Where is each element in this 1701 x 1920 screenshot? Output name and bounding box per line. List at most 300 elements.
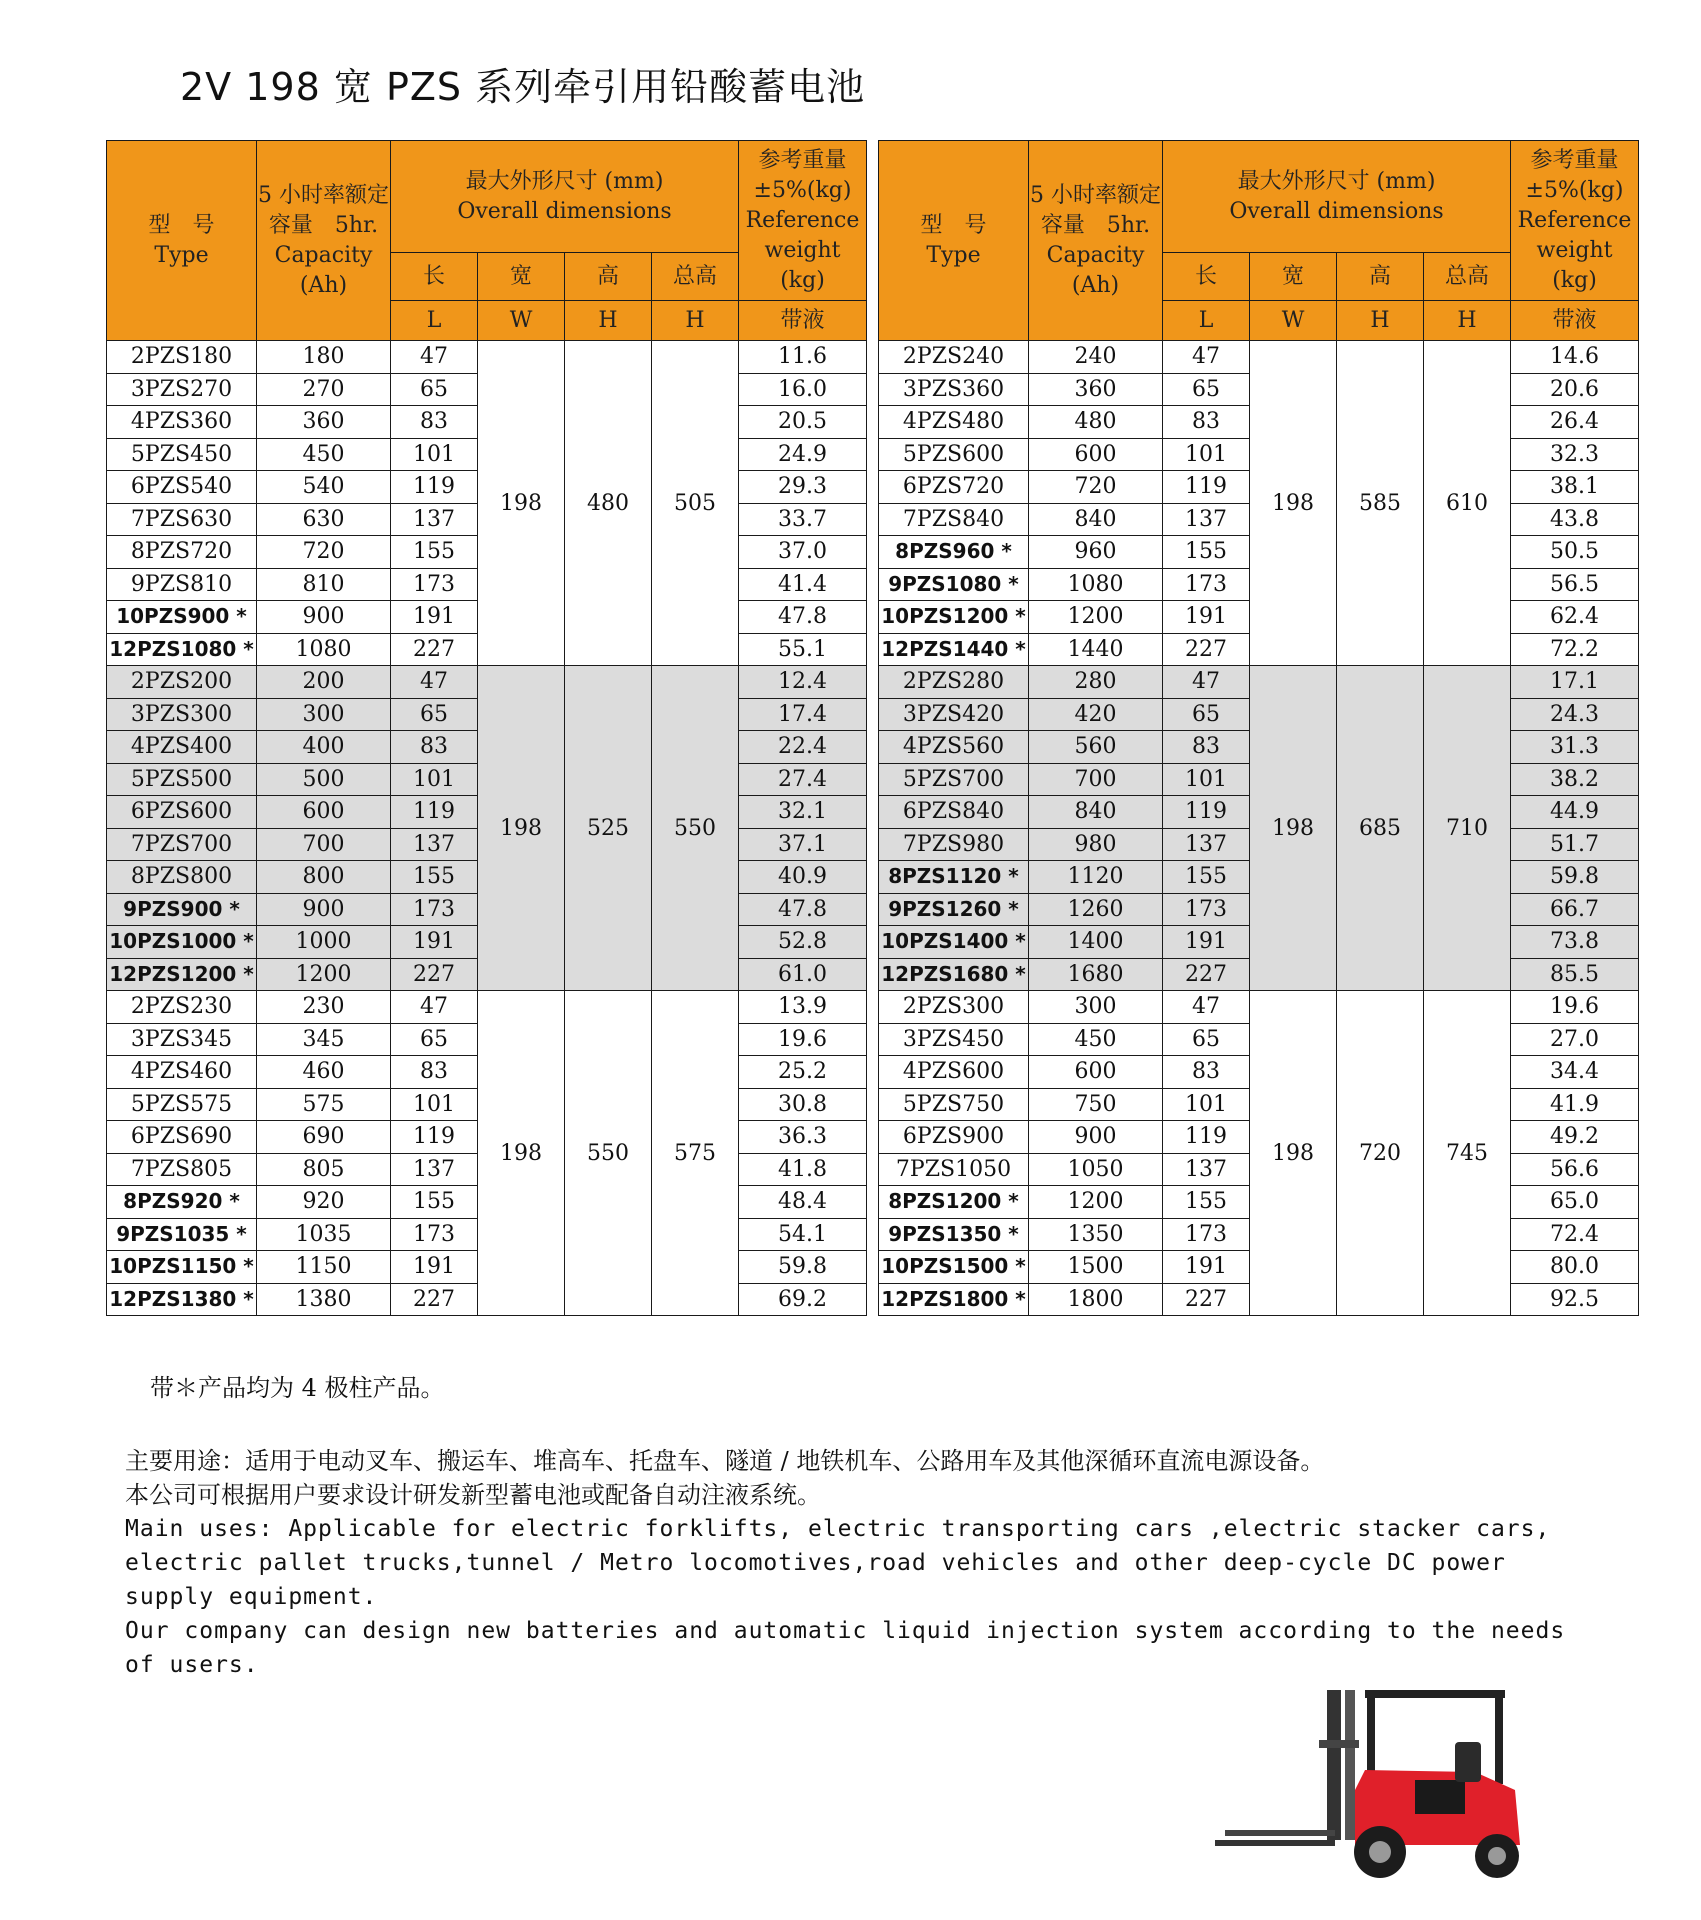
length-cell: 83 (1163, 1056, 1250, 1089)
weight-cell: 25.2 (739, 1056, 867, 1089)
width-cell: 198 (478, 666, 565, 991)
table-row (107, 991, 867, 1024)
model-cell: 10PZS1200 * (879, 601, 1029, 634)
capacity-cell: 1800 (1029, 1283, 1163, 1316)
length-cell: 227 (391, 958, 478, 991)
model-cell: 8PZS920 * (107, 1186, 257, 1219)
main-uses-section (125, 1444, 1575, 1682)
capacity-cell: 345 (257, 1023, 391, 1056)
length-cell: 191 (1163, 926, 1250, 959)
capacity-cell: 900 (1029, 1121, 1163, 1154)
length-cell: 137 (391, 503, 478, 536)
capacity-cell: 720 (257, 536, 391, 569)
weight-cell: 29.3 (739, 471, 867, 504)
weight-cell: 20.5 (739, 406, 867, 439)
width-cell: 198 (478, 991, 565, 1316)
filled-weight-header: 带液 (739, 301, 867, 341)
model-cell: 5PZS600 (879, 438, 1029, 471)
weight-cell: 41.4 (739, 568, 867, 601)
weight-cell: 31.3 (1511, 731, 1639, 764)
capacity-cell: 840 (1029, 503, 1163, 536)
length-cell: 83 (1163, 406, 1250, 439)
length-cell: 65 (1163, 1023, 1250, 1056)
weight-cell: 37.1 (739, 828, 867, 861)
length-cell: 227 (1163, 633, 1250, 666)
model-cell: 7PZS980 (879, 828, 1029, 861)
length-cell: 155 (1163, 1186, 1250, 1219)
model-cell: 9PZS810 (107, 568, 257, 601)
capacity-cell: 240 (1029, 341, 1163, 374)
weight-cell: 56.5 (1511, 568, 1639, 601)
length-cell: 83 (1163, 731, 1250, 764)
total-height-cell: 710 (1424, 666, 1511, 991)
type-header: 型 号 Type (107, 141, 257, 341)
capacity-cell: 900 (257, 601, 391, 634)
capacity-cell: 980 (1029, 828, 1163, 861)
length-cell: 137 (1163, 828, 1250, 861)
total-height-unit: H (652, 301, 739, 341)
weight-cell: 14.6 (1511, 341, 1639, 374)
model-cell: 6PZS900 (879, 1121, 1029, 1154)
model-cell: 10PZS1400 * (879, 926, 1029, 959)
total-height-cell: 505 (652, 341, 739, 666)
length-cell: 173 (1163, 1218, 1250, 1251)
model-cell: 2PZS240 (879, 341, 1029, 374)
uses-en-paragraph1: Main uses: Applicable for electric forklifts, electric transporting cars ,electric stacker cars, electric pallet trucks,tunnel / Metro locomotives,road vehicles and other deep-cycle DC power supply equipment. (125, 1516, 1551, 1610)
model-cell: 10PZS1500 * (879, 1251, 1029, 1284)
weight-cell: 66.7 (1511, 893, 1639, 926)
height-cell: 585 (1337, 341, 1424, 666)
battery-spec-table-right (878, 140, 1639, 1316)
width-header: 宽 (478, 253, 565, 301)
length-cell: 101 (1163, 1088, 1250, 1121)
length-cell: 47 (1163, 341, 1250, 374)
weight-cell: 27.0 (1511, 1023, 1639, 1056)
weight-cell: 26.4 (1511, 406, 1639, 439)
total-height-unit: H (1424, 301, 1511, 341)
capacity-cell: 1380 (257, 1283, 391, 1316)
length-cell: 119 (391, 1121, 478, 1154)
model-cell: 2PZS230 (107, 991, 257, 1024)
capacity-cell: 1000 (257, 926, 391, 959)
height-header: 高 (565, 253, 652, 301)
model-cell: 3PZS270 (107, 373, 257, 406)
length-cell: 47 (391, 341, 478, 374)
model-cell: 9PZS1350 * (879, 1218, 1029, 1251)
capacity-cell: 600 (1029, 1056, 1163, 1089)
model-cell: 9PZS1260 * (879, 893, 1029, 926)
weight-cell: 69.2 (739, 1283, 867, 1316)
forklift-image (1215, 1680, 1555, 1890)
length-cell: 227 (1163, 958, 1250, 991)
capacity-cell: 450 (1029, 1023, 1163, 1056)
weight-cell: 49.2 (1511, 1121, 1639, 1154)
length-cell: 101 (1163, 438, 1250, 471)
capacity-cell: 1440 (1029, 633, 1163, 666)
width-cell: 198 (478, 341, 565, 666)
uses-en-paragraph2: Our company can design new batteries and automatic liquid injection system according to the needs of users. (125, 1618, 1566, 1678)
uses-cn-line1: 主要用途：适用于电动叉车、搬运车、堆高车、托盘车、隧道 / 地铁机车、公路用车及其他深循环直流电源设备。 (125, 1447, 1325, 1475)
length-cell: 119 (391, 796, 478, 829)
model-cell: 6PZS840 (879, 796, 1029, 829)
model-cell: 6PZS690 (107, 1121, 257, 1154)
weight-cell: 24.3 (1511, 698, 1639, 731)
capacity-cell: 1350 (1029, 1218, 1163, 1251)
model-cell: 12PZS1440 * (879, 633, 1029, 666)
four-terminal-note: 带＊产品均为 4 极柱产品。 (150, 1374, 445, 1402)
table-row (879, 341, 1639, 374)
total-height-cell: 575 (652, 991, 739, 1316)
weight-cell: 47.8 (739, 893, 867, 926)
model-cell: 6PZS720 (879, 471, 1029, 504)
weight-cell: 17.4 (739, 698, 867, 731)
length-cell: 173 (391, 568, 478, 601)
model-cell: 10PZS1150 * (107, 1251, 257, 1284)
length-cell: 155 (391, 1186, 478, 1219)
weight-cell: 65.0 (1511, 1186, 1639, 1219)
length-cell: 155 (391, 861, 478, 894)
length-cell: 173 (391, 1218, 478, 1251)
height-cell: 685 (1337, 666, 1424, 991)
model-cell: 6PZS540 (107, 471, 257, 504)
model-cell: 8PZS800 (107, 861, 257, 894)
capacity-cell: 1080 (1029, 568, 1163, 601)
model-cell: 10PZS1000 * (107, 926, 257, 959)
table-row (107, 341, 867, 374)
capacity-cell: 300 (257, 698, 391, 731)
weight-cell: 11.6 (739, 341, 867, 374)
length-cell: 191 (391, 1251, 478, 1284)
weight-cell: 16.0 (739, 373, 867, 406)
weight-cell: 80.0 (1511, 1251, 1639, 1284)
weight-cell: 17.1 (1511, 666, 1639, 699)
weight-cell: 51.7 (1511, 828, 1639, 861)
capacity-cell: 460 (257, 1056, 391, 1089)
capacity-cell: 720 (1029, 471, 1163, 504)
model-cell: 12PZS1200 * (107, 958, 257, 991)
length-cell: 137 (391, 1153, 478, 1186)
height-unit: H (1337, 301, 1424, 341)
capacity-cell: 300 (1029, 991, 1163, 1024)
capacity-cell: 800 (257, 861, 391, 894)
width-cell: 198 (1250, 666, 1337, 991)
length-cell: 119 (1163, 796, 1250, 829)
capacity-cell: 920 (257, 1186, 391, 1219)
weight-cell: 41.8 (739, 1153, 867, 1186)
length-cell: 65 (391, 698, 478, 731)
total-height-header: 总高 (1424, 253, 1511, 301)
length-cell: 191 (391, 926, 478, 959)
model-cell: 4PZS560 (879, 731, 1029, 764)
model-cell: 9PZS1035 * (107, 1218, 257, 1251)
length-cell: 101 (391, 1088, 478, 1121)
length-cell: 173 (391, 893, 478, 926)
capacity-cell: 1035 (257, 1218, 391, 1251)
capacity-cell: 1680 (1029, 958, 1163, 991)
width-unit: W (1250, 301, 1337, 341)
capacity-cell: 450 (257, 438, 391, 471)
model-cell: 4PZS480 (879, 406, 1029, 439)
capacity-cell: 560 (1029, 731, 1163, 764)
height-header: 高 (1337, 253, 1424, 301)
weight-cell: 61.0 (739, 958, 867, 991)
capacity-cell: 1200 (257, 958, 391, 991)
length-unit: L (1163, 301, 1250, 341)
capacity-cell: 700 (1029, 763, 1163, 796)
weight-cell: 33.7 (739, 503, 867, 536)
capacity-cell: 1260 (1029, 893, 1163, 926)
model-cell: 4PZS400 (107, 731, 257, 764)
length-cell: 191 (1163, 601, 1250, 634)
capacity-cell: 1120 (1029, 861, 1163, 894)
length-cell: 137 (1163, 503, 1250, 536)
weight-cell: 13.9 (739, 991, 867, 1024)
weight-cell: 38.2 (1511, 763, 1639, 796)
capacity-cell: 630 (257, 503, 391, 536)
model-cell: 10PZS900 * (107, 601, 257, 634)
length-cell: 65 (1163, 698, 1250, 731)
weight-cell: 12.4 (739, 666, 867, 699)
model-cell: 12PZS1080 * (107, 633, 257, 666)
model-cell: 7PZS840 (879, 503, 1029, 536)
model-cell: 3PZS360 (879, 373, 1029, 406)
height-unit: H (565, 301, 652, 341)
capacity-cell: 690 (257, 1121, 391, 1154)
model-cell: 5PZS450 (107, 438, 257, 471)
model-cell: 4PZS360 (107, 406, 257, 439)
total-height-header: 总高 (652, 253, 739, 301)
capacity-cell: 270 (257, 373, 391, 406)
dimensions-header: 最大外形尺寸 (mm) Overall dimensions (1163, 141, 1511, 253)
weight-cell: 22.4 (739, 731, 867, 764)
capacity-cell: 1200 (1029, 601, 1163, 634)
model-cell: 2PZS200 (107, 666, 257, 699)
length-cell: 47 (391, 991, 478, 1024)
table-row (879, 991, 1639, 1024)
length-cell: 155 (1163, 861, 1250, 894)
length-cell: 101 (391, 438, 478, 471)
capacity-cell: 805 (257, 1153, 391, 1186)
capacity-cell: 810 (257, 568, 391, 601)
length-cell: 191 (1163, 1251, 1250, 1284)
length-cell: 227 (391, 1283, 478, 1316)
model-cell: 7PZS1050 (879, 1153, 1029, 1186)
model-cell: 9PZS900 * (107, 893, 257, 926)
weight-cell: 40.9 (739, 861, 867, 894)
weight-cell: 73.8 (1511, 926, 1639, 959)
weight-cell: 43.8 (1511, 503, 1639, 536)
width-cell: 198 (1250, 341, 1337, 666)
length-cell: 227 (1163, 1283, 1250, 1316)
length-cell: 119 (391, 471, 478, 504)
weight-cell: 20.6 (1511, 373, 1639, 406)
length-cell: 227 (391, 633, 478, 666)
length-header: 长 (1163, 253, 1250, 301)
table-row (879, 666, 1639, 699)
capacity-cell: 180 (257, 341, 391, 374)
width-header: 宽 (1250, 253, 1337, 301)
model-cell: 7PZS630 (107, 503, 257, 536)
weight-cell: 24.9 (739, 438, 867, 471)
capacity-cell: 420 (1029, 698, 1163, 731)
capacity-cell: 1150 (257, 1251, 391, 1284)
capacity-cell: 1050 (1029, 1153, 1163, 1186)
battery-spec-table-left (106, 140, 867, 1316)
length-header: 长 (391, 253, 478, 301)
total-height-cell: 610 (1424, 341, 1511, 666)
capacity-cell: 400 (257, 731, 391, 764)
model-cell: 3PZS450 (879, 1023, 1029, 1056)
capacity-cell: 600 (1029, 438, 1163, 471)
total-height-cell: 550 (652, 666, 739, 991)
length-cell: 119 (1163, 471, 1250, 504)
model-cell: 3PZS420 (879, 698, 1029, 731)
model-cell: 3PZS300 (107, 698, 257, 731)
weight-cell: 55.1 (739, 633, 867, 666)
type-header: 型 号 Type (879, 141, 1029, 341)
page-title: 2V 198 宽 PZS 系列牵引用铅酸蓄电池 (180, 65, 866, 109)
length-cell: 173 (1163, 568, 1250, 601)
capacity-cell: 360 (1029, 373, 1163, 406)
capacity-cell: 500 (257, 763, 391, 796)
length-cell: 83 (391, 731, 478, 764)
height-cell: 550 (565, 991, 652, 1316)
model-cell: 6PZS600 (107, 796, 257, 829)
total-height-cell: 745 (1424, 991, 1511, 1316)
weight-cell: 36.3 (739, 1121, 867, 1154)
weight-cell: 72.2 (1511, 633, 1639, 666)
capacity-cell: 840 (1029, 796, 1163, 829)
height-cell: 480 (565, 341, 652, 666)
length-cell: 101 (1163, 763, 1250, 796)
capacity-header: 5 小时率额定 容量 5hr. Capacity (Ah) (1029, 141, 1163, 341)
weight-cell: 59.8 (739, 1251, 867, 1284)
capacity-cell: 280 (1029, 666, 1163, 699)
length-cell: 173 (1163, 893, 1250, 926)
weight-header: 参考重量 ±5%(kg) Reference weight (kg) (739, 141, 867, 301)
weight-cell: 59.8 (1511, 861, 1639, 894)
capacity-header: 5 小时率额定 容量 5hr. Capacity (Ah) (257, 141, 391, 341)
capacity-cell: 960 (1029, 536, 1163, 569)
weight-cell: 72.4 (1511, 1218, 1639, 1251)
length-cell: 119 (1163, 1121, 1250, 1154)
height-cell: 720 (1337, 991, 1424, 1316)
capacity-cell: 600 (257, 796, 391, 829)
capacity-cell: 360 (257, 406, 391, 439)
length-cell: 65 (1163, 373, 1250, 406)
model-cell: 4PZS600 (879, 1056, 1029, 1089)
model-cell: 8PZS720 (107, 536, 257, 569)
capacity-cell: 750 (1029, 1088, 1163, 1121)
model-cell: 3PZS345 (107, 1023, 257, 1056)
length-cell: 155 (1163, 536, 1250, 569)
length-cell: 191 (391, 601, 478, 634)
table-row (107, 666, 867, 699)
model-cell: 8PZS1200 * (879, 1186, 1029, 1219)
capacity-cell: 1400 (1029, 926, 1163, 959)
dimensions-header: 最大外形尺寸 (mm) Overall dimensions (391, 141, 739, 253)
weight-header: 参考重量 ±5%(kg) Reference weight (kg) (1511, 141, 1639, 301)
model-cell: 7PZS805 (107, 1153, 257, 1186)
weight-cell: 52.8 (739, 926, 867, 959)
width-unit: W (478, 301, 565, 341)
capacity-cell: 480 (1029, 406, 1163, 439)
length-cell: 47 (391, 666, 478, 699)
capacity-cell: 700 (257, 828, 391, 861)
weight-cell: 54.1 (739, 1218, 867, 1251)
weight-cell: 32.3 (1511, 438, 1639, 471)
weight-cell: 50.5 (1511, 536, 1639, 569)
model-cell: 8PZS960 * (879, 536, 1029, 569)
capacity-cell: 1200 (1029, 1186, 1163, 1219)
weight-cell: 44.9 (1511, 796, 1639, 829)
width-cell: 198 (1250, 991, 1337, 1316)
model-cell: 9PZS1080 * (879, 568, 1029, 601)
model-cell: 7PZS700 (107, 828, 257, 861)
model-cell: 2PZS180 (107, 341, 257, 374)
length-cell: 137 (391, 828, 478, 861)
length-cell: 137 (1163, 1153, 1250, 1186)
model-cell: 5PZS575 (107, 1088, 257, 1121)
capacity-cell: 1500 (1029, 1251, 1163, 1284)
uses-cn-line2: 本公司可根据用户要求设计研发新型蓄电池或配备自动注液系统。 (125, 1481, 821, 1509)
weight-cell: 85.5 (1511, 958, 1639, 991)
weight-cell: 38.1 (1511, 471, 1639, 504)
model-cell: 5PZS750 (879, 1088, 1029, 1121)
weight-cell: 92.5 (1511, 1283, 1639, 1316)
length-cell: 155 (391, 536, 478, 569)
length-cell: 83 (391, 406, 478, 439)
model-cell: 12PZS1800 * (879, 1283, 1029, 1316)
length-cell: 65 (391, 1023, 478, 1056)
model-cell: 12PZS1380 * (107, 1283, 257, 1316)
model-cell: 5PZS500 (107, 763, 257, 796)
capacity-cell: 200 (257, 666, 391, 699)
model-cell: 12PZS1680 * (879, 958, 1029, 991)
length-unit: L (391, 301, 478, 341)
model-cell: 8PZS1120 * (879, 861, 1029, 894)
height-cell: 525 (565, 666, 652, 991)
weight-cell: 34.4 (1511, 1056, 1639, 1089)
capacity-cell: 230 (257, 991, 391, 1024)
length-cell: 101 (391, 763, 478, 796)
capacity-cell: 540 (257, 471, 391, 504)
weight-cell: 30.8 (739, 1088, 867, 1121)
weight-cell: 19.6 (739, 1023, 867, 1056)
length-cell: 65 (391, 373, 478, 406)
weight-cell: 37.0 (739, 536, 867, 569)
weight-cell: 48.4 (739, 1186, 867, 1219)
weight-cell: 41.9 (1511, 1088, 1639, 1121)
model-cell: 2PZS300 (879, 991, 1029, 1024)
weight-cell: 47.8 (739, 601, 867, 634)
weight-cell: 56.6 (1511, 1153, 1639, 1186)
length-cell: 47 (1163, 991, 1250, 1024)
weight-cell: 32.1 (739, 796, 867, 829)
capacity-cell: 575 (257, 1088, 391, 1121)
weight-cell: 62.4 (1511, 601, 1639, 634)
weight-cell: 27.4 (739, 763, 867, 796)
capacity-cell: 900 (257, 893, 391, 926)
weight-cell: 19.6 (1511, 991, 1639, 1024)
length-cell: 83 (391, 1056, 478, 1089)
length-cell: 47 (1163, 666, 1250, 699)
capacity-cell: 1080 (257, 633, 391, 666)
model-cell: 2PZS280 (879, 666, 1029, 699)
model-cell: 4PZS460 (107, 1056, 257, 1089)
filled-weight-header: 带液 (1511, 301, 1639, 341)
model-cell: 5PZS700 (879, 763, 1029, 796)
